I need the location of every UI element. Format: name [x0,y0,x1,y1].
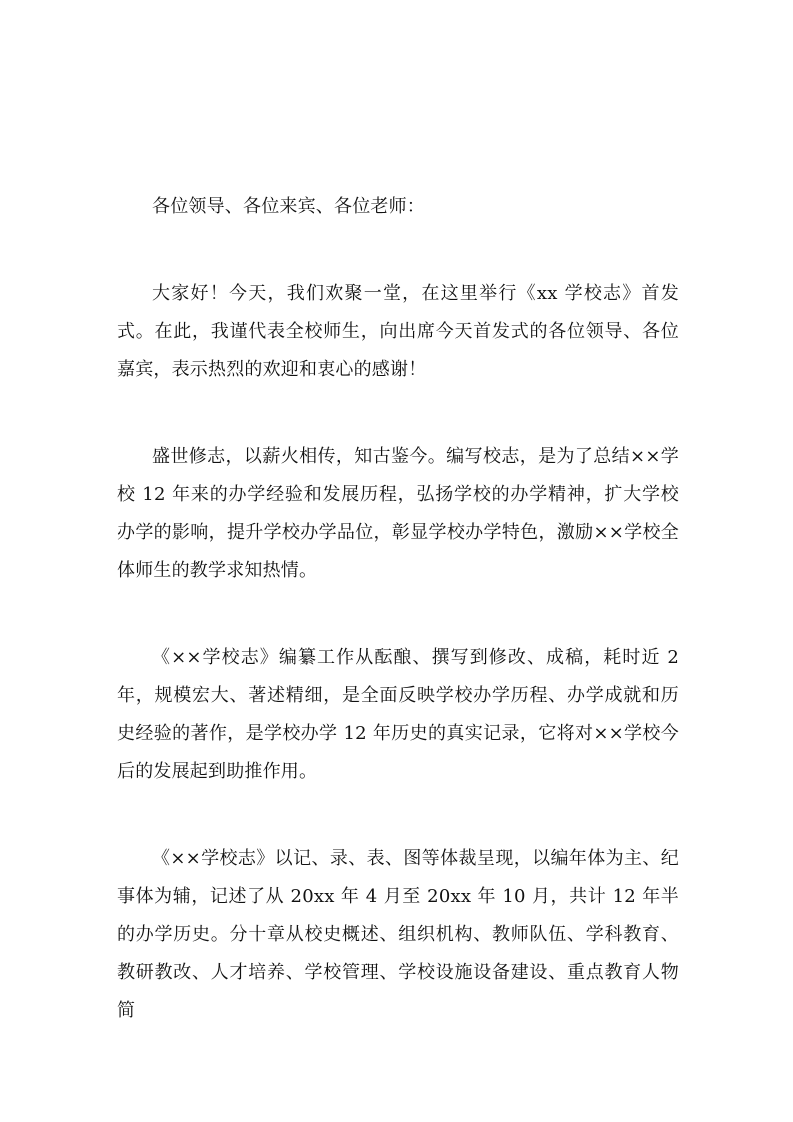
paragraph-purpose: 盛世修志，以薪火相传，知古鉴今。编写校志，是为了总结××学校 12 年来的办学经验和发展历程，弘扬学校的办学精神，扩大学校办学的影响，提升学校办学品位，彰显学校办学特色，激励××学校全体师生的教学求知热情。 [117,446,679,581]
paragraph-compilation: 《××学校志》编纂工作从酝酿、撰写到修改、成稿，耗时近 2 年，规模宏大、著述精细，是全面反映学校办学历程、办学成就和历史经验的著作，是学校办学 12 年历史的真实记录，它将对××学校今后的发展起到助推作用。 [117,647,679,782]
document-page [117,188,679,1079]
paragraph-welcome: 大家好！今天，我们欢聚一堂，在这里举行《xx 学校志》首发式。在此，我谨代表全校师生，向出席今天首发式的各位领导、各位嘉宾，表示热烈的欢迎和衷心的感谢！ [117,283,679,380]
salutation: 各位领导、各位来宾、各位老师： [152,196,425,217]
paragraph-contents: 《××学校志》以记、录、表、图等体裁呈现，以编年体为主、纪事体为辅，记述了从 20xx 年 4 月至 20xx 年 10 月，共计 12 年半的办学历史。分十章从校史概述、组织机构、教师队伍、学科教育、教研教改、人才培养、学校管理、学校设施设备建设、重点教育人物简 [117,848,679,1021]
